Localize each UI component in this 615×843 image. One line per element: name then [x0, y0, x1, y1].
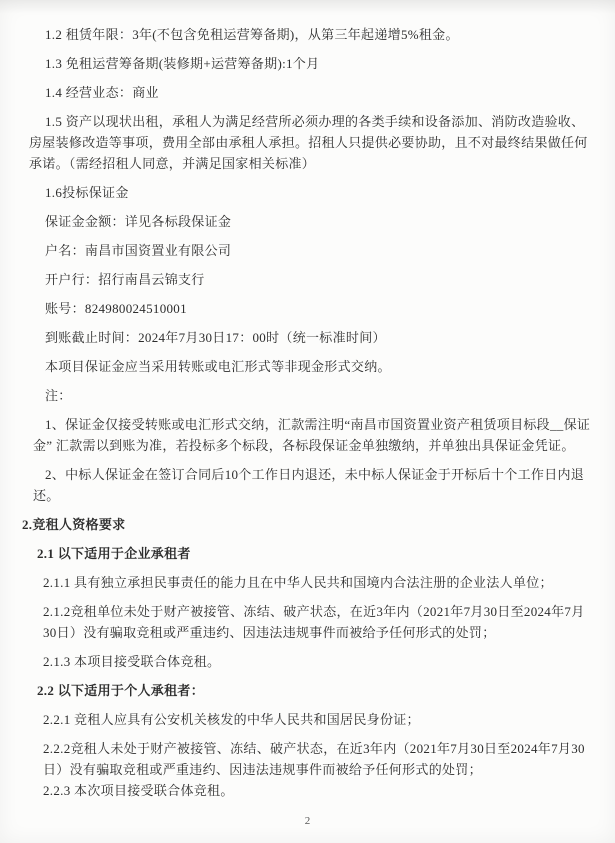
para-rent-free-period: 1.3 免租运营筹备期(装修期+运营筹备期):1个月 [45, 56, 320, 71]
para-clause-2-1-3: 2.1.3 本项目接受联合体竞租。 [43, 654, 221, 669]
para-clause-2-2-3: 2.2.3 本次项目接受联合体竞租。 [43, 783, 234, 798]
para-clause-2-1-2: 2.1.2竞租单位未处于财产被接管、冻结、破产状态，在近3年内（2021年7月30日至2024年7月30日）没有骗取竞租或严重违约、因违法违规事件而被给予任何形式的处罚； [43, 604, 585, 640]
para-note-1: 1、保证金仅接受转账或电汇形式交纳，汇款需注明“南昌市国资置业资产租赁项目标段__保证金” 汇款需以到账为准，若投标多个标段，各标段保证金单独缴纳，并单独出具保证金凭证。 [33, 417, 591, 453]
page-number: 2 [304, 815, 311, 827]
section-2-2-heading: 2.2 以下适用于个人承租者： [37, 683, 204, 698]
para-business-type: 1.4 经营业态：商业 [45, 85, 159, 100]
para-clause-2-1-1: 2.1.1 具有独立承担民事责任的能力且在中华人民共和国境内合法注册的企业法人单位； [43, 575, 553, 590]
para-arrival-deadline: 到账截止时间：2024年7月30日17：00时（统一标准时间） [45, 330, 386, 345]
para-bid-deposit-heading: 1.6投标保证金 [45, 185, 129, 200]
para-account-name: 户名：南昌市国资置业有限公司 [45, 243, 232, 258]
para-deposit-amount: 保证金金额：详见各标段保证金 [45, 214, 232, 229]
para-clause-2-2-2: 2.2.2竞租人未处于财产被接管、冻结、破产状态，在近3年内（2021年7月30日至2024年7月30日）没有骗取竞租或严重违约、因违法违规事件而被给予任何形式的处罚； [43, 741, 585, 777]
section-2-1-heading: 2.1 以下适用于企业承租者 [37, 546, 191, 561]
section-2-heading: 2.竞租人资格要求 [22, 517, 126, 532]
para-as-is-lease: 1.5 资产以现状出租，承租人为满足经营所必须办理的各类手续和设备添加、消防改造验收、房屋装修改造等事项，费用全部由承租人承担。招租人只提供必要协助，且不对最终结果做任何承诺。（需经招租人同意，并满足国家相关标准） [29, 114, 588, 171]
para-lease-term: 1.2 租赁年限：3年(不包含免租运营筹备期)，从第三年起递增5%租金。 [45, 27, 459, 42]
para-account-number: 账号：824980024510001 [45, 301, 187, 316]
para-clause-2-2-1: 2.2.1 竞租人应具有公安机关核发的中华人民共和国居民身份证； [43, 712, 420, 727]
para-note-label: 注： [45, 388, 72, 403]
para-bank-branch: 开户行：招行南昌云锦支行 [45, 272, 205, 287]
para-payment-method: 本项目保证金应当采用转账或电汇形式等非现金形式交纳。 [45, 359, 391, 374]
para-note-2: 2、中标人保证金在签订合同后10个工作日内退还，未中标人保证金于开标后十个工作日内退还。 [33, 467, 585, 503]
